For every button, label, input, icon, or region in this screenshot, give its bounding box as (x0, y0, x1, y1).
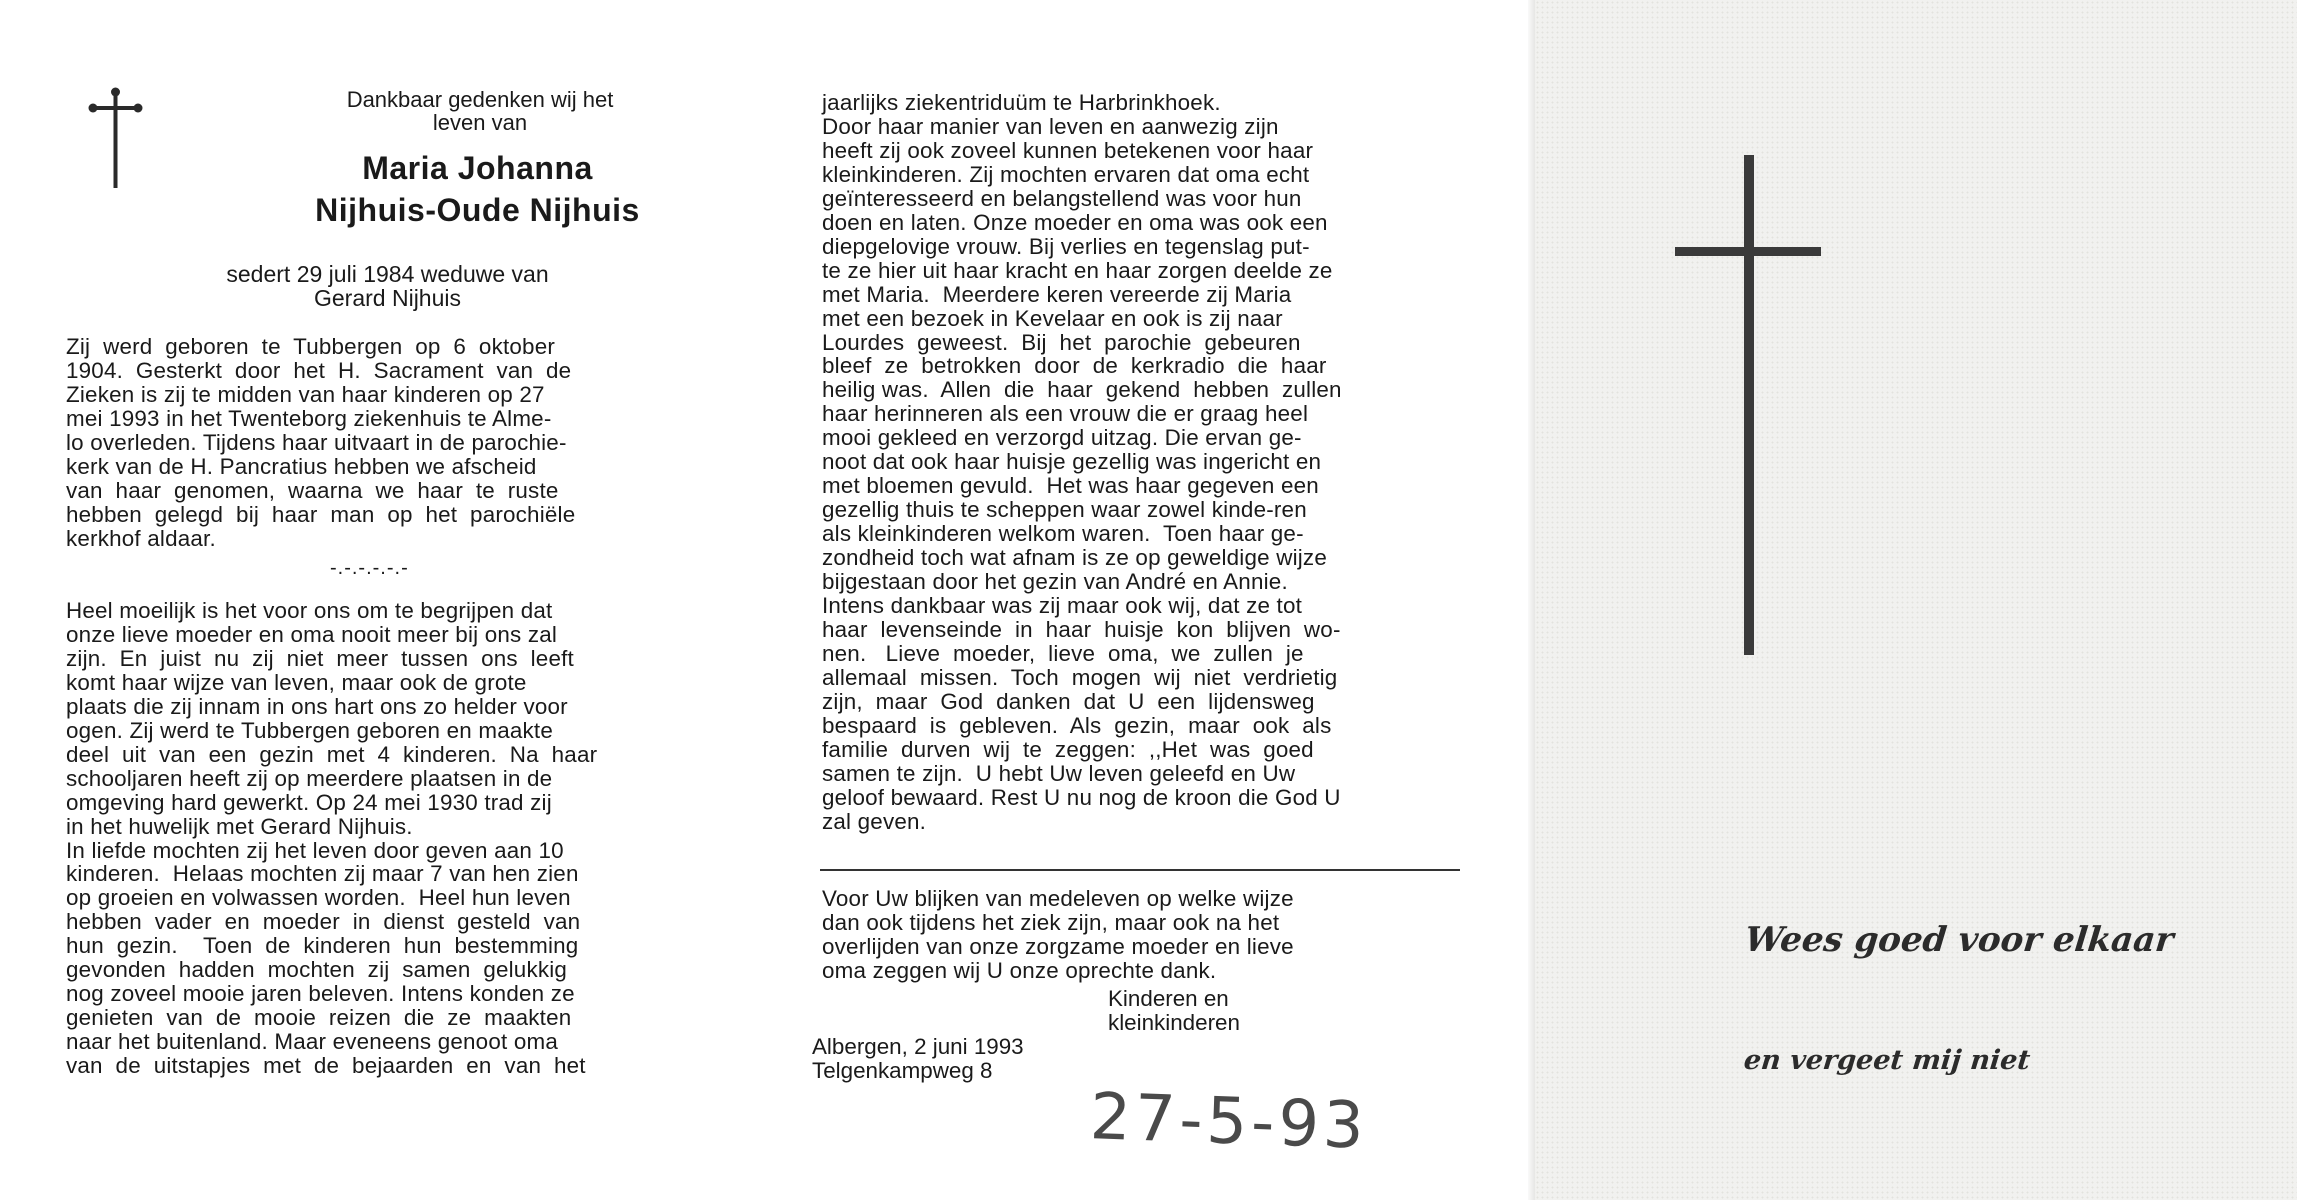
deceased-name (240, 147, 715, 231)
divider-line (820, 869, 1460, 871)
separator: -.-.-.-.-.- (330, 557, 409, 579)
name-line-2: Nijhuis-Oude Nijhuis (315, 192, 640, 228)
widow-line: sedert 29 juli 1984 weduwe van Gerard Nijhuis (226, 261, 549, 311)
handwritten-date: 27-5-93 (1088, 1080, 1369, 1164)
verse-line-1: Wees goed voor elkaar (1742, 920, 2176, 960)
verse-line-2: en vergeet mij niet (1742, 1045, 2032, 1076)
biography-paragraph-3: jaarlijks ziekentriduüm te Harbrinkhoek. Door haar manier van leven en aanwezig zijn heeft zij ook zoveel kunnen betekenen voor haar kleinkinderen. Zij mochten ervaren dat oma echt geïnteresseerd en belangstellend was voor hun doen en laten. Onze moeder en oma was ook een diepgelovige vrouw. Bij verlies en tegenslag put- te ze hier uit haar kracht en haar zorgen deelde ze met Maria. Meerdere keren vereerde zij Maria met een bezoek in Kevelaar en ook is zij naar Lourdes geweest. Bij het parochie gebeuren bleef ze betrokken door de kerkradio die haar heilig was. Allen die haar gekend hebben zullen haar herinneren als een vrouw die er graag heel mooi gekleed en verzorgd uitzag. Die ervan ge- noot dat ook haar huisje gezellig was ingericht en met bloemen gevuld. Het was haar gegeven een gezellig thuis te scheppen waar zowel kinde-ren als kleinkinderen welkom waren. Toen haar ge- zondheid toch wat afnam is ze op geweldige wijze bijgestaan door het gezin van André en Annie. Intens dankbaar was zij maar ook wij, dat ze tot haar levenseinde in haar huisje kon blijven wo- nen. Lieve moeder, lieve oma, we zullen je allemaal missen. Toch mogen wij niet verdrietig zijn, maar God danken dat U een lijdensweg bespaard is gebleven. Als gezin, maar ook als familie durven wij te zeggen: ,,Het was goed samen te zijn. U hebt Uw leven geleefd en Uw geloof bewaard. Rest U nu nog de kroon die God U zal geven. (822, 90, 1342, 834)
large-cross-icon (1675, 155, 1825, 655)
thanks-paragraph: Voor Uw blijken van medeleven op welke wijze dan ook tijdens het ziek zijn, maar ook na het overlijden van onze zorgzame moeder en lieve oma zeggen wij U onze oprechte dank. (822, 886, 1294, 983)
small-cross-icon (88, 86, 143, 191)
prayer-card-back (1535, 0, 2297, 1200)
intro-text: Dankbaar gedenken wij het leven van (346, 87, 614, 135)
name-line-1: Maria Johanna (362, 150, 593, 186)
card-fold (1528, 0, 1535, 1200)
biography-paragraph-2: Heel moeilijk is het voor ons om te begrijpen dat onze lieve moeder en oma nooit meer bij ons zal zijn. En juist nu zij niet meer tussen ons leeft komt haar wijze van leven, maar ook de grote plaats die zij innam in ons hart ons zo helder voor ogen. Zij werd te Tubbergen geboren en maakte deel uit van een gezin met 4 kinderen. Na haar schooljaren heeft zij op meerdere plaatsen in de omgeving hard gewerkt. Op 24 mei 1930 trad zij in het huwelijk met Gerard Nijhuis. In liefde mochten zij het leven door geven aan 10 kinderen. Helaas mochten zij maar 7 van hen zien op groeien en volwassen worden. Heel hun leven hebben vader en moeder in dienst gesteld van hun gezin. Toen de kinderen hun bestemming gevonden hadden mochten zij samen gelukkig nog zoveel mooie jaren beleven. Intens konden ze genieten van de mooie reizen die ze maakten naar het buitenland. Maar eveneens genoot oma van de uitstapjes met de bejaarden en van het (66, 598, 598, 1079)
signoff: Kinderen en kleinkinderen (1108, 986, 1240, 1035)
place-date: Albergen, 2 juni 1993 Telgenkampweg 8 (812, 1034, 1024, 1083)
biography-paragraph-1: Zij werd geboren te Tubbergen op 6 oktober 1904. Gesterkt door het H. Sacrament van de Zieken is zij te midden van haar kinderen op 27 mei 1993 in het Twenteborg ziekenhuis te Alme- lo overleden. Tijdens haar uitvaart in de parochie- kerk van de H. Pancratius hebben we afscheid van haar genomen, waarna we haar te ruste hebben gelegd bij haar man op het parochiële kerkhof aldaar. (66, 334, 576, 551)
